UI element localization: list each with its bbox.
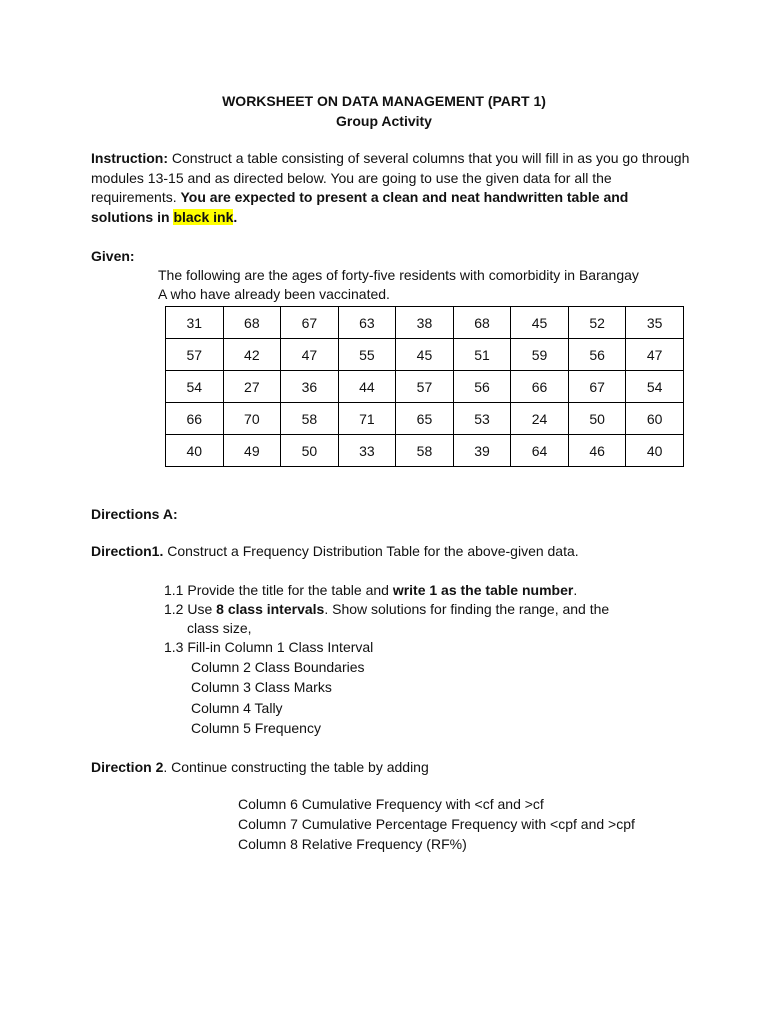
table-cell: 66 [511,371,569,403]
table-cell: 40 [166,435,224,467]
table-cell: 40 [626,435,684,467]
table-cell: 54 [166,371,224,403]
table-cell: 53 [453,403,511,435]
directions-a-heading: Directions A: [91,506,178,522]
table-cell: 58 [396,435,454,467]
table-row [166,339,684,371]
direction2-line [91,758,429,777]
table-cell: 60 [626,403,684,435]
item-1-1-end: . [573,582,578,598]
item-1-2-text: 1.2 Use [164,601,217,617]
item-1-1-bold: write 1 as the table number [392,582,574,598]
table-cell: 33 [338,435,396,467]
table-cell: 71 [338,403,396,435]
black-ink-highlight: black ink [173,208,234,225]
direction1-item-1-3: 1.3 Fill-in Column 1 Class Interval [164,639,374,655]
direction2-text: . Continue constructing the table by adding [163,759,429,775]
column-5-item: Column 5 Frequency [191,720,321,736]
table-row [166,435,684,467]
column-3-item: Column 3 Class Marks [191,679,332,695]
table-cell: 39 [453,435,511,467]
table-cell: 68 [223,307,281,339]
column-6-item: Column 6 Cumulative Frequency with <cf and >cf [238,796,544,812]
item-1-2-end: . Show solutions for finding the range, and the [324,601,610,617]
table-cell: 68 [453,307,511,339]
table-cell: 70 [223,403,281,435]
instruction-label: Instruction: [91,150,168,166]
table-cell: 31 [166,307,224,339]
table-cell: 38 [396,307,454,339]
table-cell: 47 [281,339,339,371]
table-cell: 59 [511,339,569,371]
direction1-item-1-1 [164,581,577,600]
item-1-2-bold: 8 class intervals [216,601,325,617]
table-cell: 57 [166,339,224,371]
given-line-2: A who have already been vaccinated. [158,286,390,302]
table-cell: 47 [626,339,684,371]
instruction-paragraph [91,149,691,227]
table-cell: 54 [626,371,684,403]
direction1-item-1-2-line2: class size, [187,620,252,636]
table-cell: 56 [453,371,511,403]
table-cell: 66 [166,403,224,435]
instruction-bold-text: You are expected to present a clean and neat handwritten table and solutions in [91,189,629,225]
column-2-item: Column 2 Class Boundaries [191,659,365,675]
table-cell: 51 [453,339,511,371]
given-label: Given: [91,248,135,264]
table-row [166,403,684,435]
table-cell: 44 [338,371,396,403]
given-line-1: The following are the ages of forty-five residents with comorbidity in Barangay [158,267,639,283]
table-cell: 52 [568,307,626,339]
table-cell: 42 [223,339,281,371]
worksheet-subtitle: Group Activity [336,113,432,129]
worksheet-title: WORKSHEET ON DATA MANAGEMENT (PART 1) [222,93,546,109]
table-cell: 50 [568,403,626,435]
column-8-item: Column 8 Relative Frequency (RF%) [238,836,467,852]
item-1-1-text: 1.1 Provide the title for the table and [164,582,393,598]
table-row [166,371,684,403]
direction1-line [91,542,579,561]
table-cell: 56 [568,339,626,371]
table-cell: 36 [281,371,339,403]
table-cell: 27 [223,371,281,403]
direction1-text: Construct a Frequency Distribution Table for the above-given data. [163,543,579,559]
table-cell: 49 [223,435,281,467]
table-cell: 63 [338,307,396,339]
ages-data-table [165,306,684,467]
instruction-end: . [233,208,238,225]
table-cell: 64 [511,435,569,467]
column-7-item: Column 7 Cumulative Percentage Frequency with <cpf and >cpf [238,816,635,832]
table-cell: 67 [568,371,626,403]
table-cell: 45 [511,307,569,339]
table-cell: 55 [338,339,396,371]
table-cell: 46 [568,435,626,467]
direction2-label: Direction 2 [91,759,164,775]
table-cell: 50 [281,435,339,467]
column-4-item: Column 4 Tally [191,700,283,716]
instruction-text: Construct a table consisting of several columns that you will fill in as you go through modules 13-15 and as directed below. You are going to use the given data for all the requirements. [91,150,690,205]
table-cell: 45 [396,339,454,371]
table-row [166,307,684,339]
table-cell: 35 [626,307,684,339]
direction1-label: Direction1. [91,543,164,559]
table-cell: 58 [281,403,339,435]
direction1-item-1-2 [164,600,609,619]
table-cell: 67 [281,307,339,339]
table-cell: 57 [396,371,454,403]
table-cell: 24 [511,403,569,435]
table-cell: 65 [396,403,454,435]
